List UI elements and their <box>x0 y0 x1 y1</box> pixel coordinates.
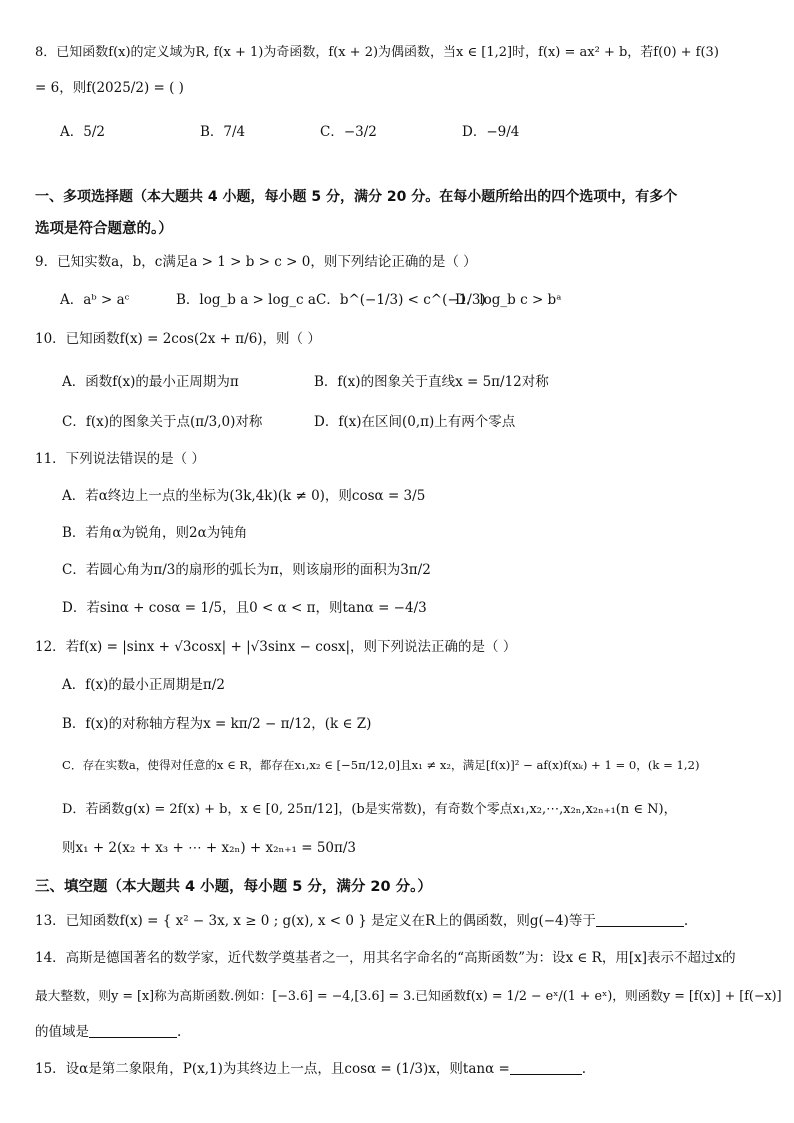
q8-stem-line2: = 6，则f(2025/2) = ( ) <box>35 80 184 96</box>
q14-line2: 最大整数，则y = [x]称为高斯函数.例如：[−3.6] = −4,[3.6] = 3.已知函数f(x) = 1/2 − eˣ/(1 + eˣ)，则函数y = [f(x)] + [f(−x)] <box>35 988 782 1003</box>
q13-answer-blank[interactable] <box>596 914 684 927</box>
q11-option-c: C．若圆心角为π/3的扇形的弧长为π，则该扇形的面积为3π/2 <box>62 562 431 578</box>
section2-title-line2: 选项是符合题意的。） <box>35 221 173 237</box>
q11-option-b: B．若角α为锐角，则2α为钝角 <box>62 525 248 541</box>
q10-option-a: A．函数f(x)的最小正周期为π <box>62 374 239 390</box>
section3-title: 三、填空题（本大题共 4 小题，每小题 5 分，满分 20 分。） <box>35 879 432 895</box>
q11-option-d: D．若sinα + cosα = 1/5，且0 < α < π，则tanα = −4/3 <box>62 600 427 616</box>
q8-option-c: C．−3/2 <box>320 124 377 140</box>
q12-option-b: B．f(x)的对称轴方程为x = kπ/2 − π/12，(k ∈ Z) <box>62 716 372 732</box>
q10-stem: 10．已知函数f(x) = 2cos(2x + π/6)，则（ ） <box>35 331 321 347</box>
q12-option-a: A．f(x)的最小正周期是π/2 <box>62 677 225 693</box>
q10-option-c: C．f(x)的图象关于点(π/3,0)对称 <box>62 414 263 430</box>
q14-line3: 的值域是 <box>35 1024 89 1040</box>
q15-stem: 15．设α是第二象限角，P(x,1)为其终边上一点，且cosα = (1/3)x，则tanα = <box>35 1061 510 1077</box>
q10-option-b: B．f(x)的图象关于直线x = 5π/12对称 <box>314 374 549 390</box>
q12-option-c: C．存在实数a，使得对任意的x ∈ R，都存在x₁,x₂ ∈ [−5π/12,0]且x₁ ≠ x₂，满足[f(x)]² − af(x)f(xₖ) + 1 = 0，(k = 1,2) <box>62 758 700 772</box>
q9-stem: 9．已知实数a，b，c满足a > 1 > b > c > 0，则下列结论正确的是（ ） <box>35 254 477 270</box>
q12-option-d: D．若函数g(x) = 2f(x) + b，x ∈ [0, 25π/12]，(b是实常数)，有奇数个零点x₁,x₂,⋯,x₂ₙ,x₂ₙ₊₁(n ∈ N)， <box>62 802 677 817</box>
q8-stem-line1: 8．已知函数f(x)的定义域为R, f(x + 1)为奇函数，f(x + 2)为偶函数，当x ∈ [1,2]时，f(x) = ax² + b，若f(0) + f(3) <box>35 45 719 60</box>
q14-answer-blank[interactable] <box>89 1025 177 1038</box>
q14-line3-wrap: 的值域是 . <box>35 1024 182 1040</box>
q9-option-d: D．log_b c > bᵃ <box>455 292 562 308</box>
q12-option-d-line2: 则x₁ + 2(x₂ + x₃ + ⋯ + x₂ₙ) + x₂ₙ₊₁ = 50π/3 <box>62 840 357 856</box>
q13-stem: 13．已知函数f(x) = { x² − 3x, x ≥ 0 ; g(x), x < 0 } 是定义在R上的偶函数，则g(−4)等于 <box>35 913 596 929</box>
q9-option-c: C．b^(−1/3) < c^(−1/3) <box>316 292 486 308</box>
q12-stem: 12．若f(x) = |sinx + √3cosx| + |√3sinx − cosx|，则下列说法正确的是（ ） <box>35 639 517 655</box>
q10-option-d: D．f(x)在区间(0,π)上有两个零点 <box>314 414 516 430</box>
q8-option-b: B．7/4 <box>200 124 246 140</box>
section2-title-line1: 一、多项选择题（本大题共 4 小题，每小题 5 分，满分 20 分。在每小题所给出的四个选项中，有多个 <box>35 189 678 205</box>
q8-option-d: D．−9/4 <box>462 124 520 140</box>
q8-option-a: A．5/2 <box>60 124 105 140</box>
q11-stem: 11．下列说法错误的是（ ） <box>35 451 205 467</box>
q14-line1: 14．高斯是德国著名的数学家，近代数学奠基者之一，用其名字命名的“高斯函数”为：设x ∈ R，用[x]表示不超过x的 <box>35 950 736 966</box>
q11-option-a: A．若α终边上一点的坐标为(3k,4k)(k ≠ 0)，则cosα = 3/5 <box>62 488 426 504</box>
q9-option-b: B．log_b a > log_c a <box>176 292 316 308</box>
q15-line: 15．设α是第二象限角，P(x,1)为其终边上一点，且cosα = (1/3)x，则tanα = . <box>35 1061 587 1077</box>
q13-line: 13．已知函数f(x) = { x² − 3x, x ≥ 0 ; g(x), x < 0 } 是定义在R上的偶函数，则g(−4)等于 . <box>35 913 689 929</box>
q9-option-a: A．aᵇ > aᶜ <box>60 292 130 308</box>
q15-answer-blank[interactable] <box>510 1062 582 1075</box>
